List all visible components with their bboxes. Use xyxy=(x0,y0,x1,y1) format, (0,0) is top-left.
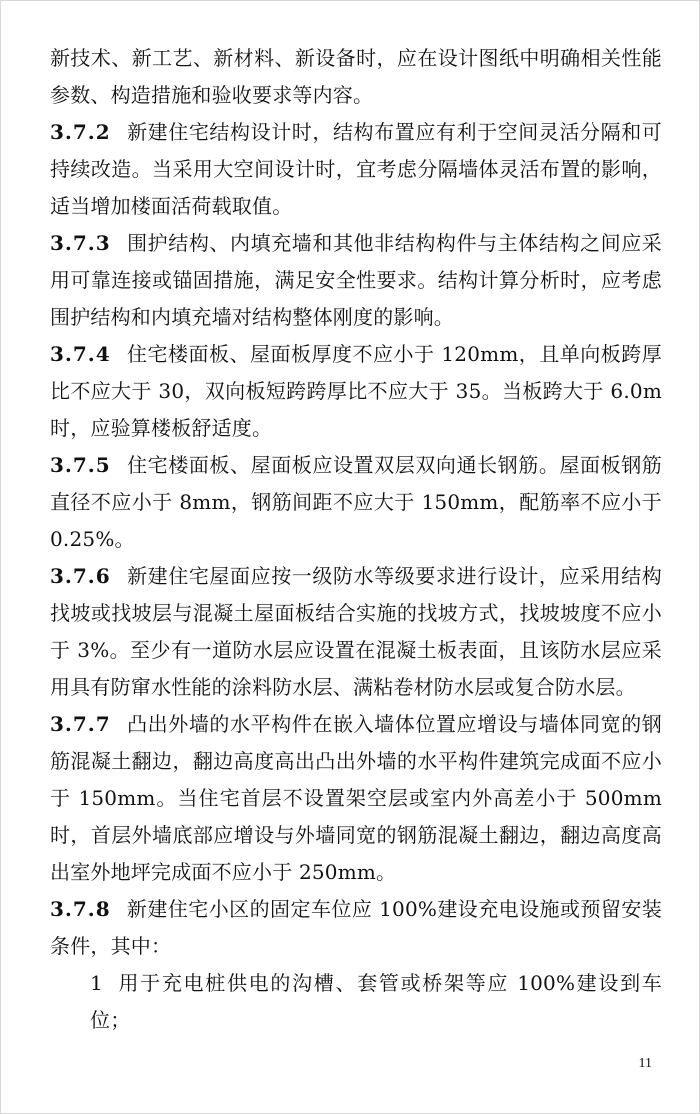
clause-3-7-2 xyxy=(50,114,662,225)
paragraph-text: 新技术、新工艺、新材料、新设备时，应在设计图纸中明确相关性能参数、构造措施和验收要求等内容。 xyxy=(50,46,662,107)
clause-number: 3.7.6 xyxy=(50,564,111,588)
clause-text: 新建住宅小区的固定车位应 100%建设充电设施或预留安装条件，其中： xyxy=(50,897,662,958)
clause-3-7-4 xyxy=(50,336,662,447)
clause-number: 3.7.2 xyxy=(50,120,111,144)
clause-3-7-3 xyxy=(50,225,662,336)
clause-text: 新建住宅屋面应按一级防水等级要求进行设计，应采用结构找坡或找坡层与混凝土屋面板结合实施的找坡方式，找坡坡度不应小于 3%。至少有一道防水层应设置在混凝土板表面，且该防水层应采用具有防窜水性能的涂料防水层、满粘卷材防水层或复合防水层。 xyxy=(50,564,662,699)
page-number: 11 xyxy=(638,1056,652,1071)
clause-text: 住宅楼面板、屋面板应设置双层双向通长钢筋。屋面板钢筋直径不应小于 8mm，钢筋间距不应大于 150mm，配筋率不应小于 0.25%。 xyxy=(50,453,662,551)
list-item-number: 1 xyxy=(90,971,103,995)
list-item-1 xyxy=(50,965,662,1039)
clause-text: 围护结构、内填充墙和其他非结构构件与主体结构之间应采用可靠连接或锚固措施，满足安全性要求。结构计算分析时，应考虑围护结构和内填充墙对结构整体刚度的影响。 xyxy=(50,231,662,329)
document-body xyxy=(50,40,662,1039)
clause-number: 3.7.7 xyxy=(50,712,111,736)
clause-number: 3.7.3 xyxy=(50,231,111,255)
clause-text: 凸出外墙的水平构件在嵌入墙体位置应增设与墙体同宽的钢筋混凝土翻边，翻边高度高出凸出外墙的水平构件建筑完成面不应小于 150mm。当住宅首层不设置架空层或室内外高差小于 500mm 时，首层外墙底部应增设与外墙同宽的钢筋混凝土翻边，翻边高度高出室外地坪完成面不应小于 250mm。 xyxy=(50,712,662,884)
clause-3-7-8 xyxy=(50,891,662,965)
clause-number: 3.7.8 xyxy=(50,897,111,921)
list-item-text: 用于充电桩供电的沟槽、套管或桥架等应 100%建设到车位； xyxy=(90,971,662,1032)
clause-3-7-5 xyxy=(50,447,662,558)
clause-number: 3.7.5 xyxy=(50,453,111,477)
clause-3-7-7 xyxy=(50,706,662,891)
clause-text: 新建住宅结构设计时，结构布置应有利于空间灵活分隔和可持续改造。当采用大空间设计时，宜考虑分隔墙体灵活布置的影响，适当增加楼面活荷载取值。 xyxy=(50,120,662,218)
clause-3-7-6 xyxy=(50,558,662,706)
paragraph-intro xyxy=(50,40,662,114)
clause-number: 3.7.4 xyxy=(50,342,111,366)
clause-text: 住宅楼面板、屋面板厚度不应小于 120mm，且单向板跨厚比不应大于 30，双向板短跨跨厚比不应大于 35。当板跨大于 6.0m 时，应验算楼板舒适度。 xyxy=(50,342,662,440)
